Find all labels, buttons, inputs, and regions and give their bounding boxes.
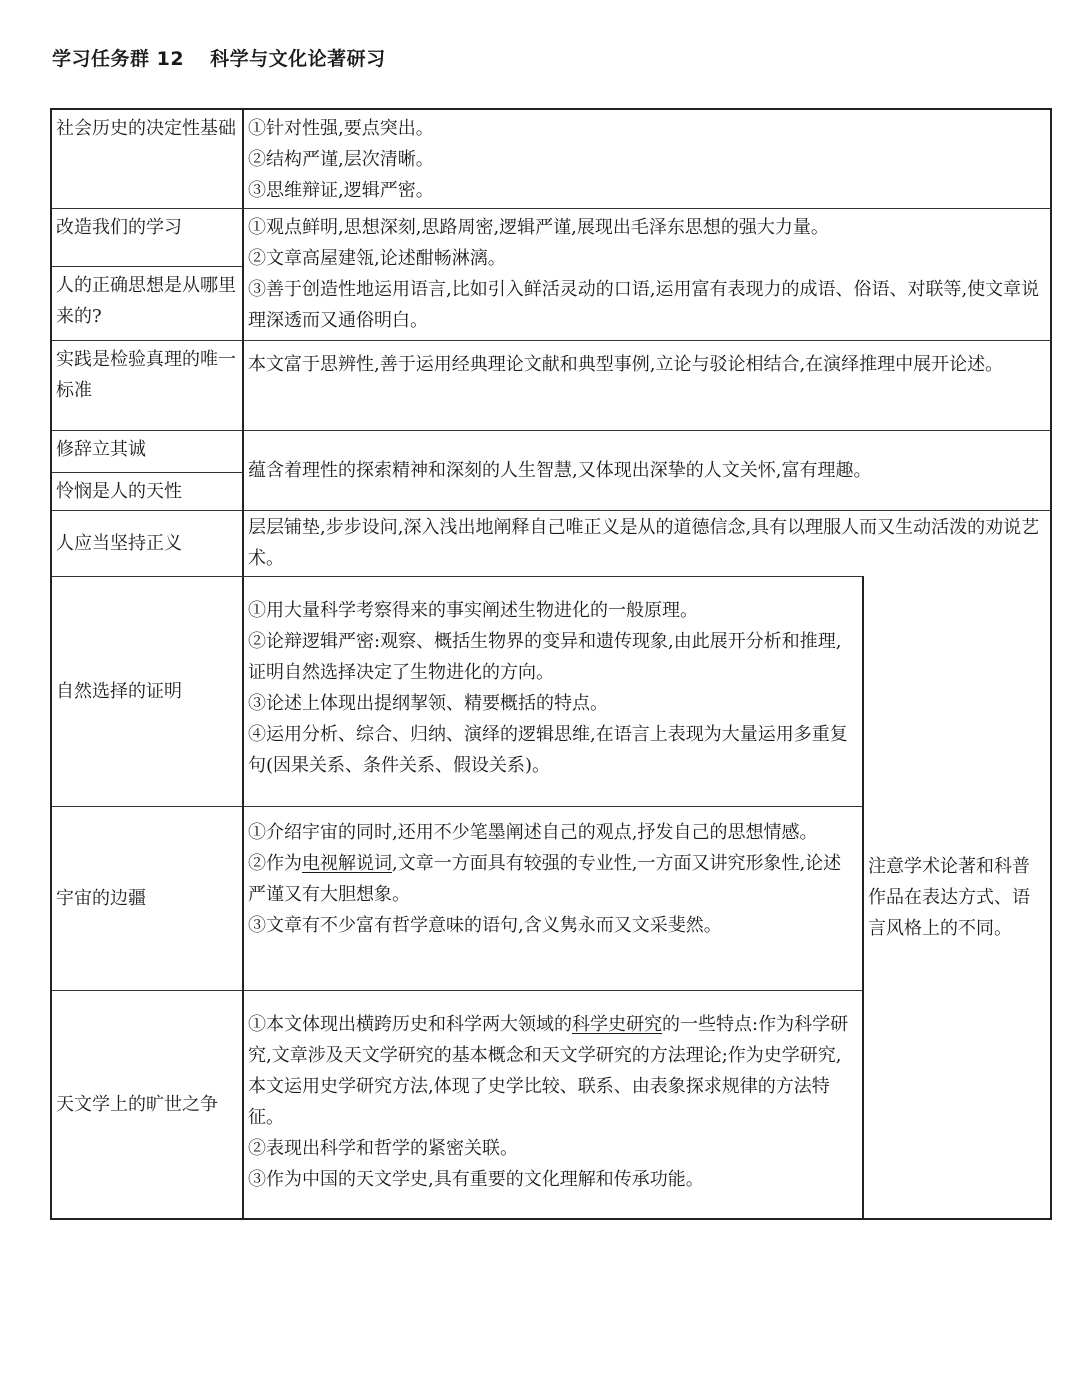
task-group-label: 学习任务群 12 bbox=[52, 48, 185, 70]
content-text: 蕴含着理性的探索精神和深刻的人生智慧,又体现出深挚的人文关怀,富有理趣。 bbox=[248, 460, 872, 481]
row-title-text: 天文学上的旷世之争 bbox=[56, 1094, 218, 1115]
row-title-3 bbox=[52, 340, 244, 430]
row-title-4a bbox=[52, 430, 244, 472]
row-title-2a bbox=[52, 208, 244, 266]
row-content-8 bbox=[244, 990, 864, 1218]
row-title-text: 人的正确思想是从哪里来的? bbox=[56, 275, 236, 327]
row-title-text: 改造我们的学习 bbox=[56, 217, 182, 238]
row-title-2b bbox=[52, 266, 244, 340]
underlined-term: 科学史研究 bbox=[572, 1014, 662, 1035]
content-line: ②文章高屋建瓴,论述酣畅淋漓。 bbox=[248, 248, 506, 269]
row-title-text: 怜悯是人的天性 bbox=[56, 481, 182, 502]
row-title-text: 宇宙的边疆 bbox=[56, 888, 146, 909]
content-line: ④运用分析、综合、归纳、演绎的逻辑思维,在语言上表现为大量运用多重复句(因果关系、条件关系、假设关系)。 bbox=[248, 724, 848, 776]
row-content-2 bbox=[244, 208, 1052, 340]
row-title-text: 实践是检验真理的唯一标准 bbox=[56, 349, 236, 401]
content-line bbox=[248, 848, 858, 910]
row-content-6 bbox=[244, 576, 864, 806]
row-content-4 bbox=[244, 430, 1052, 510]
content-fragment: ②作为 bbox=[248, 853, 302, 874]
content-line: ③作为中国的天文学史,具有重要的文化理解和传承功能。 bbox=[248, 1169, 704, 1190]
row-title-text: 人应当坚持正义 bbox=[56, 533, 182, 554]
content-fragment: 的一些特点:作为科学研究,文章涉及天文学研究的基本概念和天文学研究的方法理论;作为史学研究,本文运用史学研究方法,体现了史学比较、联系、由表象探求规律的方法特征。 bbox=[248, 1014, 849, 1128]
content-line: ③论述上体现出提纲挈领、精要概括的特点。 bbox=[248, 693, 608, 714]
row-content-7 bbox=[244, 806, 864, 990]
content-line: ①观点鲜明,思想深刻,思路周密,逻辑严谨,展现出毛泽东思想的强大力量。 bbox=[248, 217, 829, 238]
row-content-3 bbox=[244, 340, 1052, 430]
row-title-text: 修辞立其诚 bbox=[56, 439, 146, 460]
content-text: 层层铺垫,步步设问,深入浅出地阐释自己唯正义是从的道德信念,具有以理服人而又生动活泼的劝说艺术。 bbox=[248, 517, 1040, 569]
content-line: ①介绍宇宙的同时,还用不少笔墨阐述自己的观点,抒发自己的思想情感。 bbox=[248, 822, 818, 843]
content-line: ①针对性强,要点突出。 bbox=[248, 118, 434, 139]
row-content-5 bbox=[244, 510, 1052, 576]
content-line: ①用大量科学考察得来的事实阐述生物进化的一般原理。 bbox=[248, 600, 698, 621]
study-table bbox=[50, 108, 1052, 1220]
remark-text: 注意学术论著和科普作品在表达方式、语言风格上的不同。 bbox=[868, 855, 1030, 939]
row-content-1 bbox=[244, 110, 1052, 208]
row-title-8 bbox=[52, 990, 244, 1218]
content-line bbox=[248, 1009, 858, 1133]
page-title bbox=[52, 44, 386, 71]
row-title-text: 社会历史的决定性基础 bbox=[56, 118, 236, 139]
content-line: ②结构严谨,层次清晰。 bbox=[248, 149, 434, 170]
content-line: ②表现出科学和哲学的紧密关联。 bbox=[248, 1138, 518, 1159]
remark-cell bbox=[864, 576, 1050, 1218]
row-title-text: 自然选择的证明 bbox=[56, 681, 182, 702]
task-group-name: 科学与文化论著研习 bbox=[210, 48, 386, 70]
content-line: ②论辩逻辑严密:观察、概括生物界的变异和遗传现象,由此展开分析和推理,证明自然选择决定了生物进化的方向。 bbox=[248, 631, 842, 683]
content-line: ③思维辩证,逻辑严密。 bbox=[248, 180, 434, 201]
row-title-7 bbox=[52, 806, 244, 990]
content-fragment: ①本文体现出横跨历史和科学两大领域的 bbox=[248, 1014, 572, 1035]
row-title-4b bbox=[52, 472, 244, 510]
row-title-1 bbox=[52, 110, 244, 208]
row-title-5 bbox=[52, 510, 244, 576]
underlined-term: 电视解说词 bbox=[302, 853, 392, 874]
content-fragment: ,文章一方面具有较强的专业性,一方面又讲究形象性,论述严谨又有大胆想象。 bbox=[248, 853, 842, 905]
content-line: ③文章有不少富有哲学意味的语句,含义隽永而又文采斐然。 bbox=[248, 915, 722, 936]
content-text: 本文富于思辨性,善于运用经典理论文献和典型事例,立论与驳论相结合,在演绎推理中展开论述。 bbox=[248, 354, 1004, 375]
row-title-6 bbox=[52, 576, 244, 806]
content-line: ③善于创造性地运用语言,比如引入鲜活灵动的口语,运用富有表现力的成语、俗语、对联等,使文章说理深透而又通俗明白。 bbox=[248, 279, 1040, 331]
